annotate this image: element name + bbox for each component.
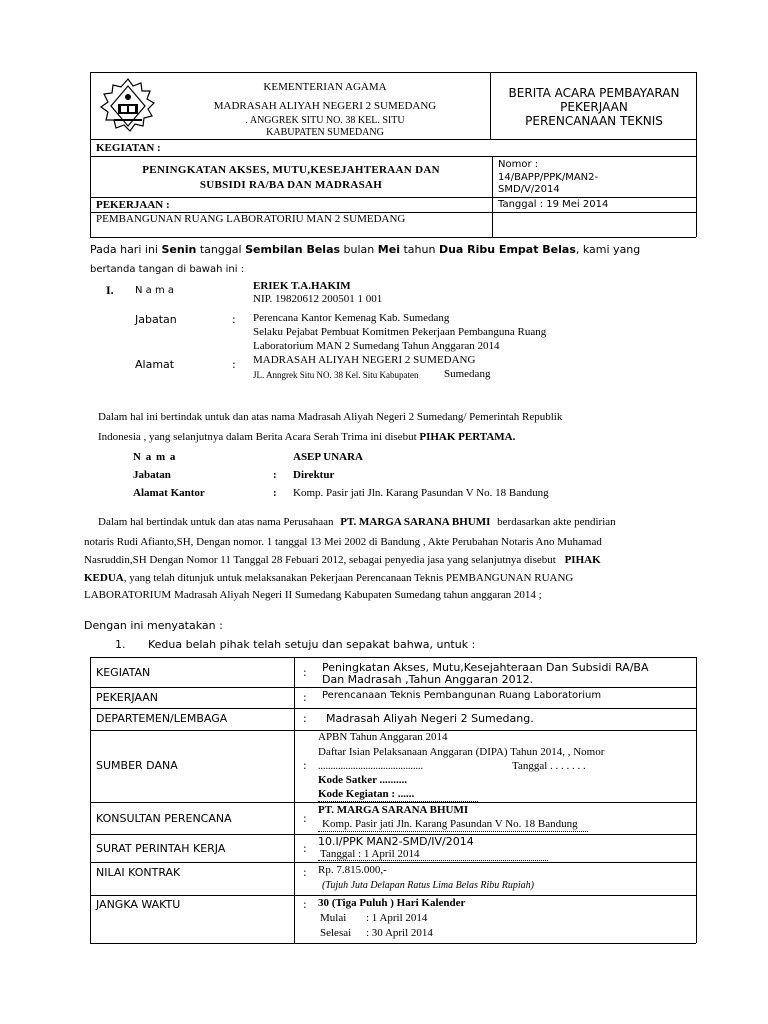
table-jangka-duration: 30 (Tiga Puluh ) Hari Kalender: [318, 897, 466, 909]
table-spk-colon: :: [303, 842, 307, 855]
pekerjaan-value: PEMBANGUNAN RUANG LABORATORIU MAN 2 SUMEDANG: [96, 213, 406, 225]
table-spk-date: Tanggal : 1 April 2014: [320, 848, 420, 860]
table-konsultan-name: PT. MARGA SARANA BHUMI: [318, 804, 469, 816]
intro-date: Sembilan Belas: [245, 243, 341, 256]
party2-alamat: Komp. Pasir jati Jln. Karang Pasundan V No. 18 Bandung: [293, 487, 549, 499]
statement-intro: Dengan ini menyatakan :: [84, 619, 223, 632]
table-pekerjaan-value: Perencanaan Teknis Pembangunan Ruang Laboratorium: [322, 690, 602, 701]
table-mulai-label: Mulai: [320, 912, 347, 924]
table-spk-number: 10.I/PPK MAN2-SMD/IV/2014: [318, 835, 474, 848]
party1-text-line2: [98, 431, 515, 443]
table-dept-label: DEPARTEMEN/LEMBAGA: [96, 712, 228, 725]
party1-alamat-line1: MADRASAH ALIYAH NEGERI 2 SUMEDANG: [253, 354, 476, 366]
party2-nama-label: N a m a: [133, 451, 177, 463]
intro-line2: bertanda tangan di bawah ini :: [90, 264, 245, 275]
kegiatan-label: KEGIATAN :: [96, 142, 161, 154]
party2-jabatan-label: Jabatan: [133, 469, 171, 481]
party2-text-line4: [84, 572, 573, 584]
table-sumber-line1: APBN Tahun Anggaran 2014: [318, 731, 448, 743]
table-nilai-words: (Tujuh Juta Delapan Ratus Lima Belas Ribu Rupiah): [322, 880, 534, 891]
table-nilai-label: NILAI KONTRAK: [96, 866, 181, 879]
table-nilai-amount: Rp. 7.815.000,-: [318, 864, 387, 876]
table-konsultan-address: Komp. Pasir jati Jln. Karang Pasundan V No. 18 Bandung: [322, 818, 578, 830]
party1-jabatan-line2: Selaku Pejabat Pembuat Komitmen Pekerjaan Pembanguna Ruang: [253, 326, 547, 338]
party1-nama-label: N a m a: [135, 285, 175, 296]
table-dept-value: Madrasah Aliyah Negeri 2 Sumedang.: [326, 712, 534, 725]
table-jangka-label: JANGKA WAKTU: [96, 898, 181, 911]
kegiatan-line2: SUBSIDI RA/BA DAN MADRASAH: [199, 179, 383, 191]
intro-month: Mei: [377, 243, 400, 256]
pekerjaan-label: PEKERJAAN :: [96, 199, 170, 211]
party1-alamat-line3: Sumedang: [444, 368, 491, 380]
party2-alamat-label: Alamat Kantor: [133, 487, 205, 499]
party1-alamat-colon: :: [232, 358, 236, 371]
table-spk-label: SURAT PERINTAH KERJA: [96, 842, 226, 855]
table-kegiatan-line2: Dan Madrasah ,Tahun Anggaran 2012.: [322, 673, 534, 686]
nomor-label: Nomor :: [498, 159, 539, 170]
school-address: . ANGGREK SITU NO. 38 KEL. SITU: [245, 115, 405, 126]
party2-text-line5: LABORATORIUM Madrasah Aliyah Negeri II Sumedang Kabupaten Sumedang tahun anggaran 2014 ;: [84, 589, 542, 601]
party1-text-main: Indonesia , yang selanjutnya dalam Berita Acara Serah Trima ini disebut: [98, 431, 417, 443]
intro-year: Dua Ribu Empat Belas: [438, 243, 576, 256]
table-konsultan-label: KONSULTAN PERENCANA: [96, 812, 232, 825]
company-name: PT. MARGA SARANA BHUMI: [340, 516, 491, 528]
nomor-line1: 14/BAPP/PPK/MAN2-: [498, 172, 599, 183]
table-konsultan-colon: :: [303, 812, 307, 825]
party1-text-line1: Dalam hal ini bertindak untuk dan atas nama Madrasah Aliyah Negeri 2 Sumedang/ Pemerintah Republik: [98, 411, 563, 423]
intro-text-a: Pada hari ini: [90, 243, 158, 256]
party2-text-c: Nasruddin,SH Dengan Nomor 11 Tanggal 28 Febuari 2012, sebagai penyedia jasa yang selanjutnya disebut: [84, 554, 556, 566]
party1-alamat-line2: JL. Anngrek Situ NO. 38 Kel. Situ Kabupaten: [253, 370, 419, 380]
party2-text-d: , yang telah ditunjuk untuk melaksanakan Pekerjaan Perencanaan Teknis PEMBANGUNAN RUANG: [123, 572, 574, 584]
table-kode-kegiatan: Kode Kegiatan : ......: [318, 788, 415, 800]
table-kegiatan-colon: :: [303, 666, 307, 679]
table-kode-satker: Kode Satker ..........: [318, 774, 408, 786]
table-pekerjaan-label: PEKERJAAN: [96, 691, 159, 704]
kedua-label: KEDUA: [84, 572, 124, 584]
table-pekerjaan-colon: :: [303, 691, 307, 704]
school-regency: KABUPATEN SUMEDANG: [266, 127, 384, 138]
doc-title-line1: BERITA ACARA PEMBAYARAN: [508, 86, 680, 100]
intro-text-c: bulan: [343, 243, 375, 256]
pihak-label: PIHAK: [564, 554, 601, 566]
doc-title-line2: PEKERJAAN: [560, 100, 628, 114]
nomor-line2: SMD/V/2014: [498, 184, 560, 195]
kegiatan-line1: PENINGKATAN AKSES, MUTU,KESEJAHTERAAN DAN: [142, 164, 440, 176]
tanggal-value: Tanggal : 19 Mei 2014: [498, 199, 609, 210]
pihak-pertama: PIHAK PERTAMA.: [419, 431, 516, 443]
intro-line1: [90, 243, 640, 256]
table-sumber-label: SUMBER DANA: [96, 759, 178, 772]
intro-text-b: tanggal: [199, 243, 242, 256]
intro-day: Senin: [161, 243, 197, 256]
ministry-name: KEMENTERIAN AGAMA: [263, 81, 387, 93]
party1-jabatan-colon: :: [232, 313, 236, 326]
school-name: MADRASAH ALIYAH NEGERI 2 SUMEDANG: [213, 100, 437, 112]
table-sumber-colon: :: [303, 759, 307, 772]
table-dept-colon: :: [303, 712, 307, 725]
intro-text-e: , kami yang: [575, 243, 641, 256]
party2-jabatan-colon: :: [273, 469, 277, 481]
kemenag-logo-icon: [96, 76, 160, 136]
party2-text-b: berdasarkan akte pendirian: [497, 516, 616, 528]
party2-jabatan: Direktur: [293, 469, 335, 481]
party1-alamat-label: Alamat: [135, 358, 175, 371]
table-sumber-line3: ..........................................: [318, 761, 423, 772]
party1-jabatan-line1: Perencana Kantor Kemenag Kab. Sumedang: [253, 312, 450, 324]
table-mulai-value: : 1 April 2014: [366, 912, 428, 924]
table-selesai-value: : 30 April 2014: [366, 927, 433, 939]
party2-text-line1: [98, 516, 616, 528]
intro-text-d: tahun: [403, 243, 436, 256]
table-kegiatan-line1: Peningkatan Akses, Mutu,Kesejahteraan Dan Subsidi RA/BA: [322, 661, 649, 674]
statement-item-number: 1.: [115, 638, 126, 651]
party2-alamat-colon: :: [273, 487, 277, 499]
table-jangka-colon: :: [303, 898, 307, 911]
party2-text-line3: [84, 554, 601, 566]
table-nilai-colon: :: [303, 866, 307, 879]
party1-number: I.: [106, 283, 114, 297]
table-selesai-label: Selesai: [320, 927, 352, 939]
doc-title-line3: PERENCANAAN TEKNIS: [525, 114, 663, 128]
table-sumber-tanggal: Tanggal . . . . . . .: [512, 760, 586, 772]
party1-jabatan-line3: Laboratorium MAN 2 Sumedang Tahun Anggaran 2014: [253, 340, 500, 352]
party2-text-a: Dalam hal bertindak untuk dan atas nama Perusahaan: [98, 516, 334, 528]
table-sumber-line2: Daftar Isian Pelaksanaan Anggaran (DIPA) Tahun 2014, , Nomor: [318, 746, 605, 758]
statement-item-text: Kedua belah pihak telah setuju dan sepakat bahwa, untuk :: [148, 638, 476, 651]
party2-text-line2: notaris Rudi Afianto,SH, Dengan nomor. 1 tanggal 13 Mei 2002 di Bandung , Akte Perubahan Notaris Ano Muhamad: [84, 536, 602, 548]
party2-nama: ASEP UNARA: [293, 451, 363, 463]
party1-nip: NIP. 19820612 200501 1 001: [253, 293, 383, 305]
table-kegiatan-label: KEGIATAN: [96, 666, 151, 679]
party1-jabatan-label: Jabatan: [135, 313, 177, 326]
party1-nama: ERIEK T.A.HAKIM: [253, 280, 351, 292]
